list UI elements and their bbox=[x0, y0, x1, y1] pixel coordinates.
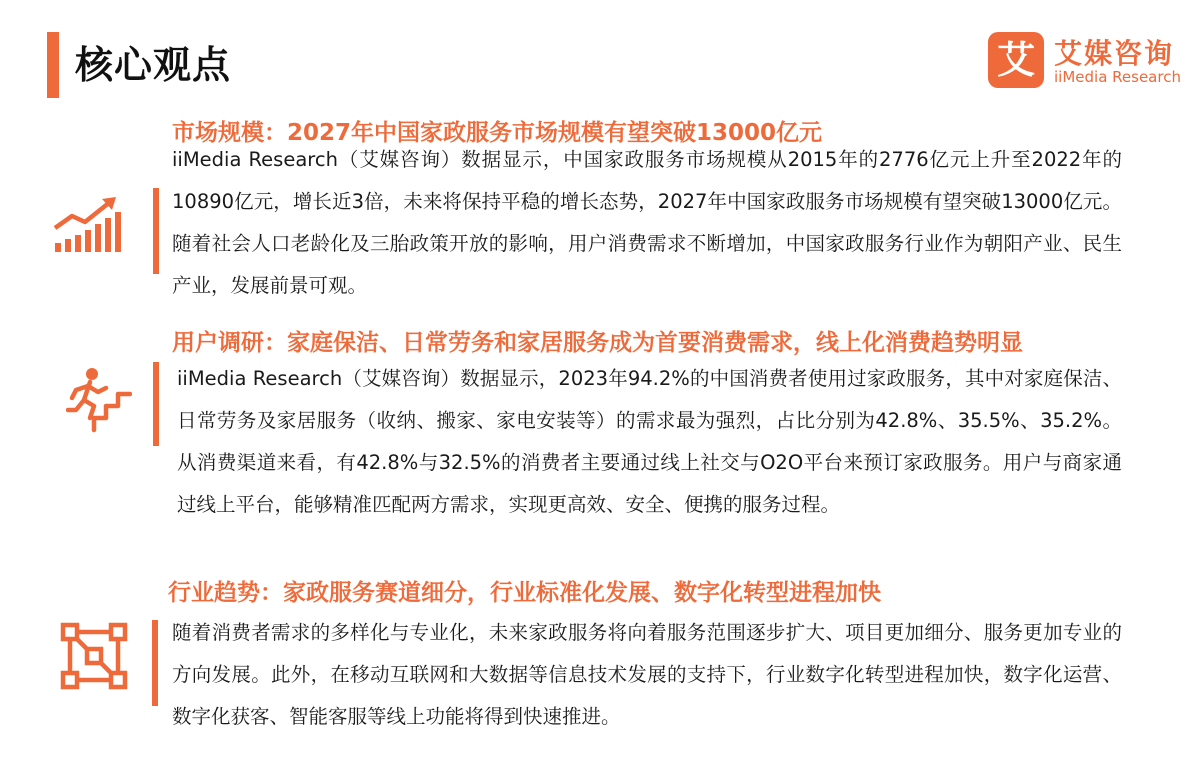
section-1-heading: 市场规模：2027年中国家政服务市场规模有望突破13000亿元 bbox=[172, 120, 823, 146]
section-2-accent-bar bbox=[153, 362, 159, 446]
climbing-stairs-icon bbox=[66, 366, 132, 434]
section-2-body: iiMedia Research（艾媒咨询）数据显示，2023年94.2%的中国消费者使用过家政服务，其中对家庭保洁、日常劳务及家居服务（收纳、搬家、家电安装等）的需求最为强烈，占比分别为42.8%、35.5%、35.2%。从消费渠道来看，有42.8%与32.5%的消费者主要通过线上社交与O2O平台来预订家政服务。用户与商家通过线上平台，能够精准匹配两方需求，实现更高效、安全、便携的服务过程。 bbox=[177, 367, 1122, 516]
logo-mark-icon bbox=[988, 32, 1044, 88]
section-3-heading: 行业趋势：家政服务赛道细分，行业标准化发展、数字化转型进程加快 bbox=[168, 580, 881, 606]
section-3-accent-bar bbox=[152, 620, 158, 706]
logo-name-cn: 艾媒咨询 bbox=[1054, 37, 1175, 70]
section-2-heading: 用户调研：家庭保洁、日常劳务和家居服务成为首要消费需求，线上化消费趋势明显 bbox=[172, 330, 1023, 356]
logo-mark-text: 艾 bbox=[996, 38, 1035, 82]
logo-name-en: iiMedia Research bbox=[1054, 68, 1181, 86]
title-accent-bar bbox=[47, 32, 59, 98]
page-title: 核心观点 bbox=[75, 43, 232, 87]
growth-chart-icon bbox=[52, 196, 128, 254]
brand-logo bbox=[988, 32, 1188, 92]
network-nodes-icon bbox=[60, 622, 128, 690]
section-3-body: 随着消费者需求的多样化与专业化，未来家政服务将向着服务范围逐步扩大、项目更加细分、服务更加专业的方向发展。此外，在移动互联网和大数据等信息技术发展的支持下，行业数字化转型进程加快，数字化运营、数字化获客、智能客服等线上功能将得到快速推进。 bbox=[172, 621, 1122, 728]
section-1-accent-bar bbox=[153, 188, 159, 274]
section-1-body: iiMedia Research（艾媒咨询）数据显示，中国家政服务市场规模从2015年的2776亿元上升至2022年的10890亿元，增长近3倍，未来将保持平稳的增长态势，2027年中国家政服务市场规模有望突破13000亿元。随着社会人口老龄化及三胎政策开放的影响，用户消费需求不断增加，中国家政服务行业作为朝阳产业、民生产业，发展前景可观。 bbox=[172, 148, 1122, 297]
